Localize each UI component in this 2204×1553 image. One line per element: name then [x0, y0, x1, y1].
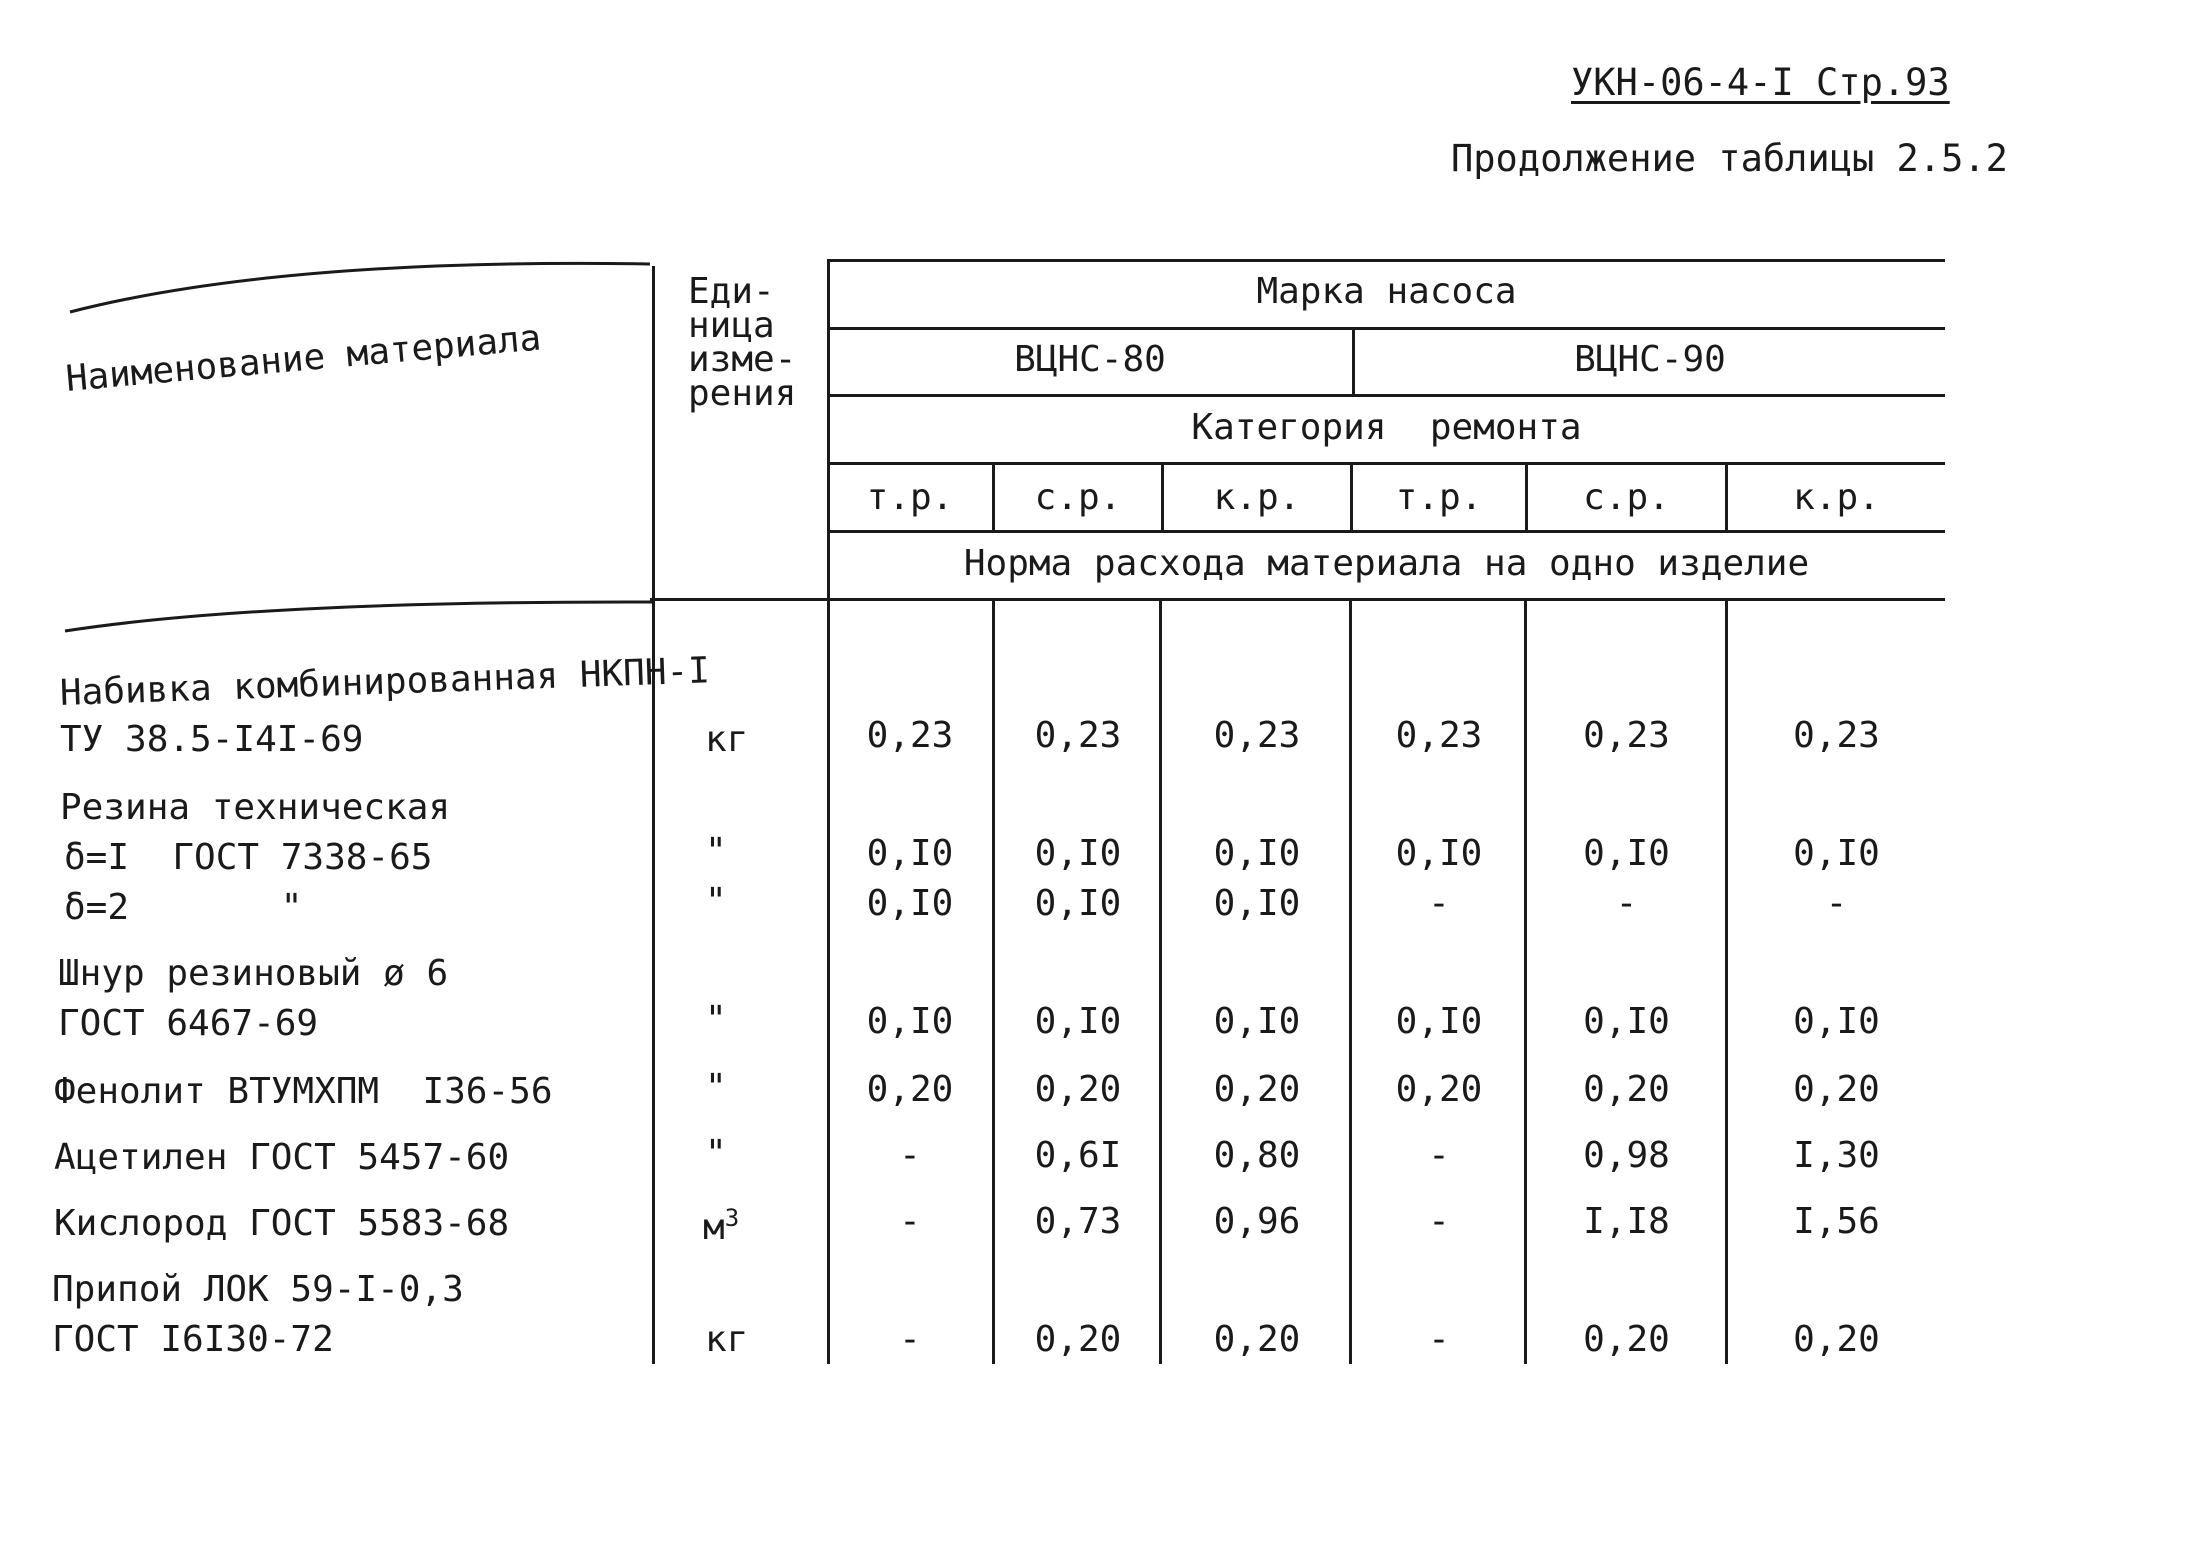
row-value: 0,I0 — [1395, 833, 1483, 874]
header-unit-line-1: Еди- — [688, 271, 775, 312]
header-cat-2: с.р. — [1034, 477, 1122, 518]
header-pump-vcns80: ВЦНС-80 — [1014, 339, 1166, 380]
row-unit: " — [705, 999, 727, 1040]
row-material-name: Кислород ГОСТ 5583-68 — [54, 1203, 510, 1244]
header-unit-line-3: изме- — [688, 339, 797, 380]
row-value: - — [1428, 1201, 1450, 1242]
col-divider-material — [652, 266, 655, 1364]
row-value: 0,I0 — [1034, 883, 1122, 924]
header-line-norm — [828, 530, 1945, 533]
row-unit: " — [705, 1133, 727, 1174]
row-value: - — [1428, 883, 1450, 924]
body-col-divider-3 — [1349, 600, 1352, 1364]
row-material-name: ГОСТ I6I30-72 — [52, 1319, 334, 1360]
header-line-pumps — [828, 327, 1945, 330]
row-material-name: Набивка комбинированная НКПН-I — [59, 650, 711, 714]
body-col-divider-2 — [1159, 600, 1162, 1364]
header-pump-brand: Марка насоса — [1256, 271, 1517, 312]
row-unit: " — [705, 831, 727, 872]
header-cat-6: к.р. — [1793, 477, 1880, 518]
row-value: 0,I0 — [866, 833, 954, 874]
row-unit-base: м — [703, 1207, 725, 1248]
row-unit: " — [705, 1067, 727, 1108]
row-material-name: δ=2 " — [64, 887, 303, 928]
header-unit-line-4: рения — [688, 373, 797, 414]
row-material-name: Резина техническая — [60, 787, 451, 828]
row-value: 0,I0 — [866, 1001, 954, 1042]
row-value: - — [899, 1135, 921, 1176]
header-line-top — [828, 259, 1945, 262]
header-cat-4: т.р. — [1395, 477, 1483, 518]
row-value: 0,6I — [1034, 1135, 1122, 1176]
document-reference: УКН-06-4-I Стр.93 — [1571, 61, 1950, 104]
row-value: - — [899, 1201, 921, 1242]
row-value: 0,I0 — [1213, 883, 1301, 924]
body-col-divider-4 — [1524, 600, 1527, 1364]
row-value: - — [899, 1319, 921, 1360]
table-continuation-title: Продолжение таблицы 2.5.2 — [1451, 137, 2008, 180]
header-line-subcols — [828, 462, 1945, 465]
row-value: I,30 — [1793, 1135, 1880, 1176]
row-value: 0,73 — [1034, 1201, 1122, 1242]
row-value: 0,20 — [1213, 1069, 1301, 1110]
header-line-category — [828, 394, 1945, 397]
row-value: - — [1825, 883, 1848, 924]
row-value: 0,23 — [1793, 715, 1880, 756]
row-material-name: ГОСТ 6467-69 — [58, 1003, 319, 1044]
row-value: 0,20 — [1583, 1319, 1670, 1360]
row-value: I,I8 — [1583, 1201, 1670, 1242]
header-top-curve — [0, 250, 600, 330]
row-value: 0,20 — [1583, 1069, 1670, 1110]
row-value: 0,I0 — [1034, 833, 1122, 874]
header-line-bottom — [650, 598, 1945, 601]
row-unit-superscript: 3 — [724, 1204, 740, 1232]
row-value: 0,I0 — [866, 883, 954, 924]
row-unit: кг — [705, 719, 749, 760]
row-value: - — [1428, 1319, 1450, 1360]
row-value: 0,20 — [1395, 1069, 1483, 1110]
row-unit: " — [705, 881, 727, 922]
row-value: 0,I0 — [1395, 1001, 1483, 1042]
header-cat-1: т.р. — [866, 477, 954, 518]
row-value: 0,20 — [1213, 1319, 1301, 1360]
row-value: 0,23 — [1034, 715, 1122, 756]
header-cat-3: к.р. — [1213, 477, 1301, 518]
header-bottom-curve — [0, 585, 600, 645]
row-value: 0,I0 — [1583, 833, 1670, 874]
row-value: 0,20 — [1034, 1069, 1122, 1110]
row-material-name: Фенолит ВТУМХПМ I36-56 — [54, 1071, 553, 1112]
header-unit-line-2: ница — [688, 305, 775, 346]
header-pump-vcns90: ВЦНС-90 — [1574, 339, 1726, 380]
body-col-divider-5 — [1725, 600, 1728, 1364]
row-value: 0,23 — [1395, 715, 1483, 756]
row-material-name: Шнур резиновый ø 6 — [58, 953, 449, 994]
header-repair-category: Категория ремонта — [1191, 407, 1582, 448]
header-cat-5: с.р. — [1583, 477, 1670, 518]
row-value: 0,I0 — [1793, 1001, 1880, 1042]
row-unit: кг — [705, 1319, 749, 1360]
row-unit — [703, 1206, 739, 1246]
row-value: 0,23 — [866, 715, 954, 756]
header-material-name: Наименование материала — [64, 317, 543, 400]
row-material-name: Припой ЛОК 59-I-0,3 — [52, 1269, 464, 1310]
row-value: 0,I0 — [1793, 833, 1880, 874]
row-value: 0,I0 — [1213, 1001, 1301, 1042]
row-material-name: δ=I ГОСТ 7338-65 — [64, 837, 433, 878]
row-value: I,56 — [1793, 1201, 1880, 1242]
row-value: 0,98 — [1583, 1135, 1670, 1176]
row-value: 0,23 — [1213, 715, 1301, 756]
row-value: 0,23 — [1583, 715, 1670, 756]
row-value: - — [1428, 1135, 1450, 1176]
body-col-divider-1 — [992, 600, 995, 1364]
row-value: 0,20 — [1793, 1069, 1880, 1110]
header-unit — [688, 271, 797, 414]
row-material-name: Ацетилен ГОСТ 5457-60 — [54, 1137, 510, 1178]
row-value: 0,20 — [1793, 1319, 1880, 1360]
row-material-name: ТУ 38.5-I4I-69 — [60, 719, 364, 760]
row-value: 0,I0 — [1034, 1001, 1122, 1042]
row-value: 0,80 — [1213, 1135, 1301, 1176]
row-value: 0,20 — [866, 1069, 954, 1110]
row-value: 0,20 — [1034, 1319, 1122, 1360]
header-norm-label: Норма расхода материала на одно изделие — [963, 543, 1810, 584]
row-value: 0,I0 — [1213, 833, 1301, 874]
row-value: 0,96 — [1213, 1201, 1301, 1242]
row-value: 0,I0 — [1583, 1001, 1670, 1042]
row-value: - — [1615, 883, 1638, 924]
